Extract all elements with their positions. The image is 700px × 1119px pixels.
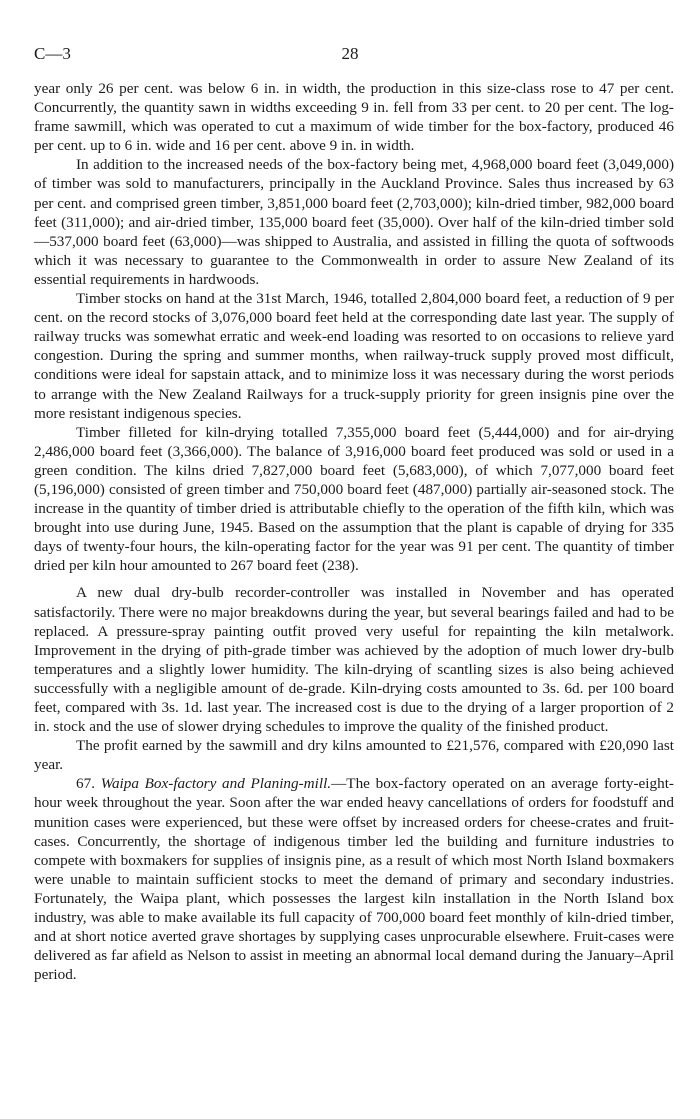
paragraph: A new dual dry-bulb recorder-controller was installed in November and has operated satisfactorily. There were no major breakdowns during the year, but several bearings failed and had to be replaced. A pressure-spray painting outfit proved very useful for repainting the kiln metalwork. Improvement in the drying of pith-grade timber was achieved by the adoption of much lower dry-bulb temperatures and a slightly lower humidity. The kiln-drying of scantling sizes is also being achieved successfully with a negligible amount of de-grade. Kiln-drying costs amounted to 3s. 6d. per 100 board feet, compared with 3s. 1d. last year. The increased cost is due to the drying of a larger proportion of 2 in. stock and the use of slower drying schedules to improve the quality of the finished product. xyxy=(34,584,674,736)
section-title: Waipa Box-factory and Planing-mill. xyxy=(100,775,332,793)
section-number: 67. xyxy=(76,775,95,793)
paragraph: The profit earned by the sawmill and dry kilns amounted to £21,576, compared with £20,090 last year. xyxy=(34,737,674,774)
document-code: C—3 xyxy=(34,44,71,63)
section-paragraph xyxy=(34,774,674,984)
page-header xyxy=(34,44,666,68)
section-text: —The box-factory operated on an average forty-eight-hour week throughout the year. Soon after the war ended heavy cancellations of orders for foodstuff and munition cases were experienced, but these were offset by increased orders for cheese-crates and fruit-cases. Concurrently, the shortage of indigenous timber led the building and furniture industries to compete with boxmakers for supplies of insignis pine, as a result of which most North Island boxmakers were unable to maintain sufficient stocks to meet the demand of primary and secondary industries. Fortunately, the Waipa plant, which possesses the largest kiln installation in the North Island box industry, was able to make available its full capacity of 700,000 board feet monthly of kiln-dried timber, and at short notice averted grave shortages by supplying cases unprocurable elsewhere. Fruit-cases were delivered as far afield as Nelson to assist in meeting an abnormal local demand during the January–April period. xyxy=(34,775,674,984)
page-body xyxy=(34,79,674,984)
page-number: 28 xyxy=(341,44,359,63)
paragraph: In addition to the increased needs of the box-factory being met, 4,968,000 board feet (3,049,000) of timber was sold to manufacturers, principally in the Auckland Province. Sales thus increased by 63 per cent. and comprised green timber, 3,851,000 board feet (2,703,000); kiln-dried timber, 982,000 board feet (311,000); and air-dried timber, 135,000 board feet (35,000). Over half of the kiln-dried timber sold—537,000 board feet (63,000)—was shipped to Australia, and assisted in filling the quota of softwoods which it was necessary to guarantee to the Commonwealth in order to assure New Zealand of its essential requirements in hardwoods. xyxy=(34,156,674,288)
paragraph: Timber filleted for kiln-drying totalled 7,355,000 board feet (5,444,000) and for air-drying 2,486,000 board feet (3,366,000). The balance of 3,916,000 board feet produced was sold or used in a green condition. The kilns dried 7,827,000 board feet (5,683,000), of which 7,077,000 board feet (5,196,000) consisted of green timber and 750,000 board feet (487,000) partially air-seasoned stock. The increase in the quantity of timber dried is attributable chiefly to the operation of the fifth kiln, which was brought into use during June, 1945. Based on the assumption that the plant is capable of drying for 335 days of twenty-four hours, the kiln-operating factor for the year was 91 per cent. The quantity of timber dried per kiln hour amounted to 267 board feet (238). xyxy=(34,423,674,575)
paragraph: year only 26 per cent. was below 6 in. in width, the production in this size-class rose to 47 per cent. Concurrently, the quantity sawn in widths exceeding 9 in. fell from 33 per cent. to 20 per cent. The log-frame sawmill, which was operated to cut a maximum of wide timber for the box-factory, produced 46 per cent. up to 6 in. wide and 16 per cent. above 9 in. in width. xyxy=(34,80,674,155)
paragraph: Timber stocks on hand at the 31st March, 1946, totalled 2,804,000 board feet, a reduction of 9 per cent. on the record stocks of 3,076,000 board feet held at the corresponding date last year. The supply of railway trucks was somewhat erratic and week-end loading was resorted to on occasions to relieve yard congestion. During the spring and summer months, when railway-truck supply proved most difficult, conditions were ideal for sapstain attack, and to minimize loss it was necessary during the worst periods to arrange with the New Zealand Railways for a truck-supply priority for green insignis pine over the more resistant indigenous species. xyxy=(34,290,674,422)
